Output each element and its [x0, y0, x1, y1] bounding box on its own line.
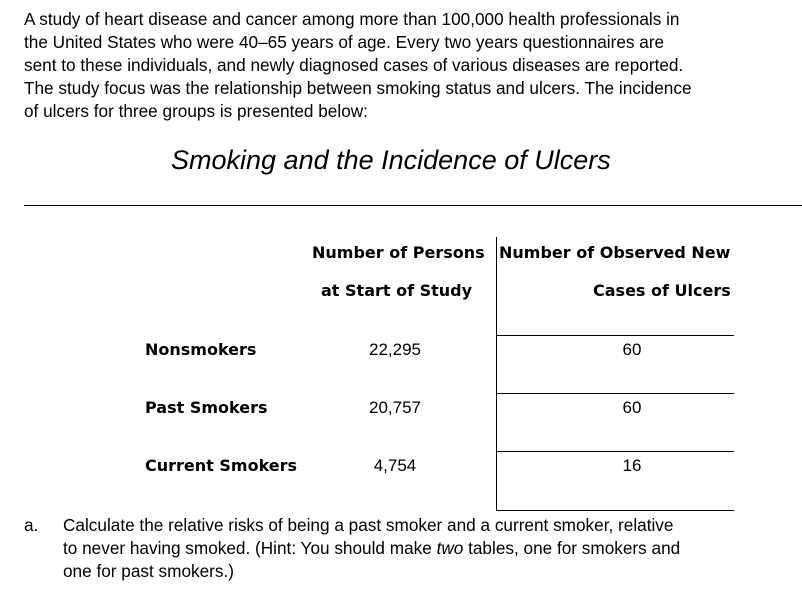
question-text: [63, 514, 798, 583]
col-header-persons-line1: Number of Persons: [312, 243, 485, 262]
cases-nonsmokers: 60: [622, 340, 642, 359]
row-label-nonsmokers: Nonsmokers: [145, 340, 257, 359]
row-divider: [496, 393, 734, 394]
col-header-persons-line2: at Start of Study: [321, 281, 473, 300]
row-label-past-smokers: Past Smokers: [145, 398, 268, 417]
question-line2-post: tables, one for smokers and: [463, 538, 681, 558]
intro-line: sent to these individuals, and newly diagnosed cases of various diseases are reported.: [24, 55, 684, 75]
column-divider: [496, 237, 497, 511]
intro-line: the United States who were 40–65 years of age. Every two years questionnaires are: [24, 32, 665, 52]
persons-current-smokers: 4,754: [373, 456, 417, 475]
intro-line: The study focus was the relationship between smoking status and ulcers. The incidence: [24, 78, 692, 98]
persons-past-smokers: 20,757: [369, 398, 421, 417]
question-line: [63, 537, 798, 560]
intro-line: A study of heart disease and cancer among more than 100,000 health professionals in: [24, 9, 680, 29]
cases-current-smokers: 16: [622, 456, 642, 475]
row-divider: [496, 335, 734, 336]
row-label-current-smokers: Current Smokers: [145, 456, 298, 475]
question-line2-pre: to never having smoked. (Hint: You should make: [63, 538, 437, 558]
row-divider: [496, 510, 734, 511]
table-title: Smoking and the Incidence of Ulcers: [171, 145, 611, 175]
row-divider: [496, 451, 734, 452]
persons-nonsmokers: 22,295: [369, 340, 421, 359]
question-letter: a.: [24, 515, 39, 535]
intro-paragraph: [24, 8, 802, 123]
cases-past-smokers: 60: [622, 398, 642, 417]
col-header-cases-line2: Cases of Ulcers: [593, 281, 731, 300]
intro-line: of ulcers for three groups is presented below:: [24, 101, 368, 121]
table-top-rule: [24, 205, 802, 206]
question-emphasis: two: [436, 538, 464, 558]
question-line: one for past smokers.): [63, 561, 234, 581]
col-header-cases-line1: Number of Observed New: [499, 243, 731, 262]
question-line: Calculate the relative risks of being a past smoker and a current smoker, relative: [63, 515, 674, 535]
